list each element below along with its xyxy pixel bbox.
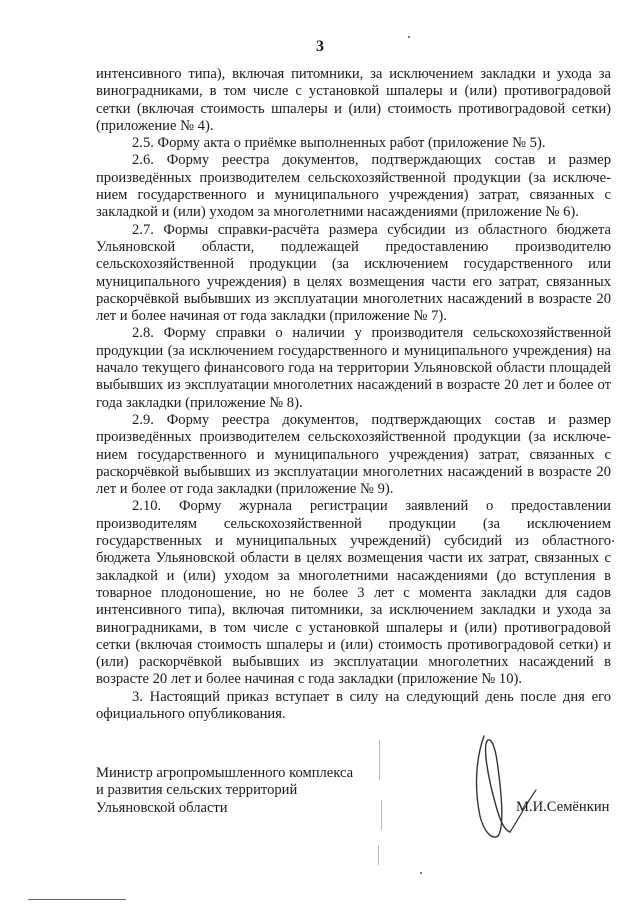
signatory-title-line: и развития сельских территорий (96, 782, 298, 799)
handwritten-signature (462, 728, 542, 848)
signatory-title-line: Министр агропромышленного комплекса (96, 765, 354, 781)
paragraph-2-5: 2.5. Форму акта о приёмке выполненных работ (приложение № 5). (132, 135, 546, 152)
paragraph-2-7: 2.7. Формы справки-расчёта размера субсидии из областного бюджета Ульяновской области, подлежащей предоставлению производителю сельскохозяйственной продукции (за исключением государственного или муниципального учреждения) в целях возмещения части его затрат, связанных раскорчёвкой выбывших из эксплуатации многолетних насаждений в возрасте 20 лет и более начиная от года закладки (приложение № 7). (96, 221, 611, 325)
signatory-title-line: Ульяновской области (96, 799, 228, 816)
paragraph-continuation: интенсивного типа), включая питомники, за исключением закладки и ухода за виноградниками, в том числе с установкой шпалеры и (или) противоградовой сетки (включая стоимость шпалеры и (или) стоимость противоградовой сетки) (приложение № 4). (96, 66, 611, 134)
paragraph-2-9: 2.9. Форму реестра документов, подтверждающих состав и размер произведённых производителем сельскохозяйственной продукции (за исключением государственного и муниципального учреждения) затрат, связанных с раскорчёвкой выбывших из эксплуатации многолетних насаждений в возрасте 20 лет и более от года закладки (приложение № 9). (96, 411, 611, 498)
paragraph-3: 3. Настоящий приказ вступает в силу на следующий день после дня его официального опубликования. (96, 688, 611, 722)
scan-artifact-speck (408, 36, 410, 38)
signatory-name: М.И.Семёнкин (516, 799, 610, 815)
scan-artifact-line (379, 740, 380, 780)
scan-artifact-speck (420, 872, 422, 874)
paragraph-2-10: 2.10. Форму журнала регистрации заявлений о предоставлении производителям сельскохозяйственной продукции (за исключением государственных и муниципальных учреждений) субсидий из областного бюджета Ульяновской области в целях возмещения части их затрат, связанных с закладкой и (или) уходом за многолетними насаждениями (до вступления в товарное плодоношение, но не более 3 лет с момента закладки для садов интенсивного типа), включая питомники, за исключением закладки и ухода за виноградниками, в том числе с установкой шпалеры и (или) противоградовой сетки (включая стоимость шпалеры и (или) стоимость противоградовой сетки) и (или) раскорчёвкой выбывших из эксплуатации многолетних насаждений в возрасте 20 лет и более начиная с года закладки (приложение № 10). (96, 498, 611, 688)
paragraph-2-8: 2.8. Форму справки о наличии у производителя сельскохозяйственной продукции (за исключением государственного и муниципального учреждения) на начало текущего финансового года на территории Ульяновской области площадей выбывших из эксплуатации многолетних насаждений в возрасте 20 лет и более от года закладки (приложение № 8). (96, 325, 611, 411)
paragraph-2-6: 2.6. Форму реестра документов, подтверждающих состав и размер произведённых производителем сельскохозяйственной продукции (за исключением государственного и муниципального учреждения) затрат, связанных с закладкой и (или) уходом за многолетними насаждениями (приложение № 6). (96, 152, 611, 221)
scan-artifact-speck (612, 540, 614, 542)
scan-artifact-line (28, 899, 126, 900)
scan-artifact-line (381, 800, 382, 830)
scan-artifact-line (378, 845, 379, 865)
page-number: 3 (316, 38, 324, 55)
document-body (96, 66, 611, 723)
signatory-title (96, 765, 376, 817)
